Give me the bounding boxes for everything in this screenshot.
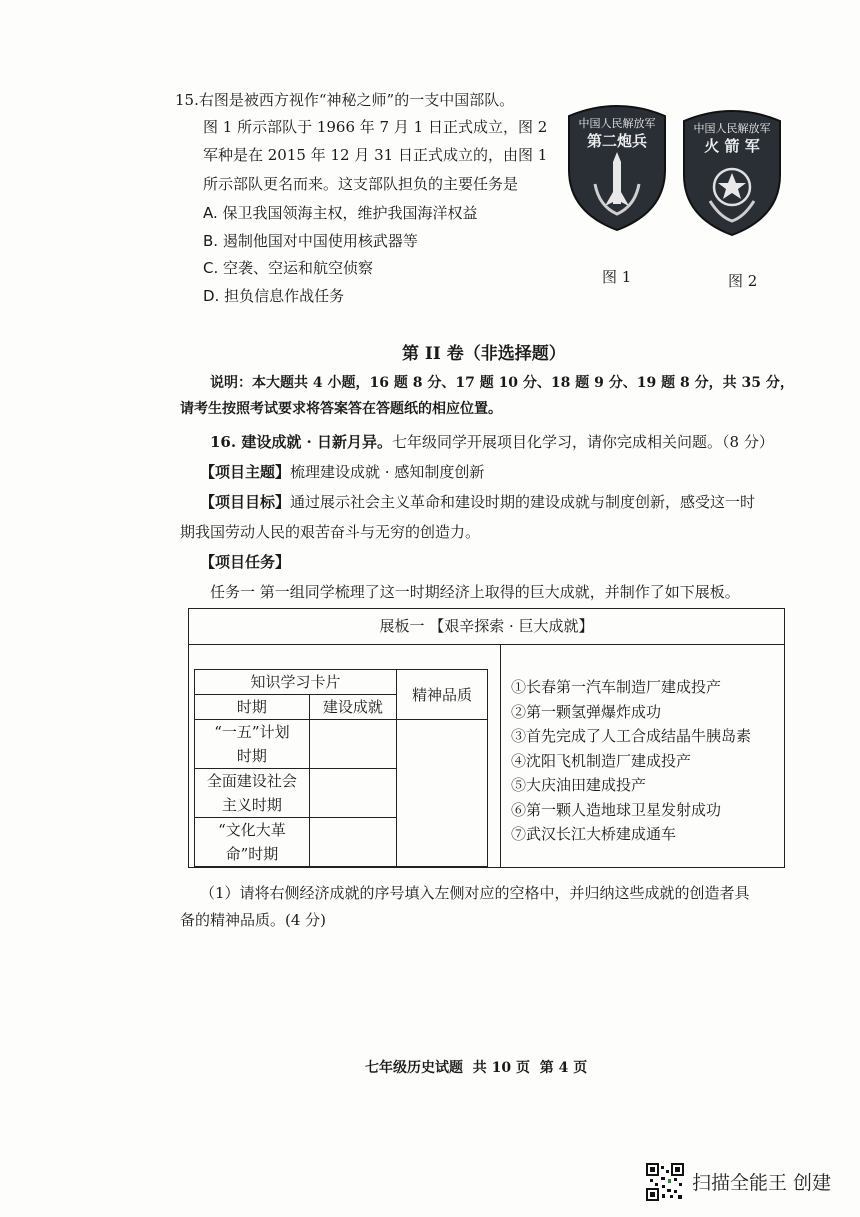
section-note-1: 说明：本大题共 4 小题，16 题 8 分、17 题 10 分、18 题 9 分、19 题 8 分，共 35 分， — [210, 375, 794, 391]
q15-option-b: B. 遏制他国对中国使用核武器等 — [203, 232, 418, 250]
header-spirit: 精神品质 — [397, 670, 488, 720]
spirit-blank[interactable] — [397, 720, 488, 867]
period-cell-2 — [195, 769, 310, 818]
achievement-item: ①长春第一汽车制造厂建成投产 — [511, 678, 722, 696]
header-period: 时期 — [195, 695, 310, 720]
period-1-line-1: “一五”计划 — [214, 723, 290, 741]
badge2-top-text: 中国人民解放军 — [693, 122, 771, 135]
q15-option-c: C. 空袭、空运和航空侦察 — [203, 259, 374, 277]
page-footer: 七年级历史试题 共 10 页 第 4 页 — [365, 1060, 588, 1076]
q16-goal-text-1: 通过展示社会主义革命和建设时期的建设成就与制度创新，感受这一时 — [290, 493, 756, 511]
badge2-main-text: 火 箭 军 — [704, 137, 760, 155]
board-divider — [500, 645, 501, 867]
q16-header-text: 七年级同学开展项目化学习，请你完成相关问题。（8 分） — [392, 433, 774, 451]
q16-sub1-line-1: （1）请将右侧经济成就的序号填入左侧对应的空格中，并归纳这些成就的创造者具 — [200, 884, 750, 902]
badge2-caption: 图 2 — [728, 272, 758, 290]
period-cell-3 — [195, 818, 310, 867]
q15-line-3: 军种是在 2015 年 12 月 31 日正式成立的，由图 1 — [203, 146, 548, 164]
q15-line-4: 所示部队更名而来。这支部队担负的主要任务是 — [203, 175, 519, 193]
badge-rocket-force — [680, 105, 784, 237]
q16-task1: 任务一 第一组同学梳理了这一时期经济上取得的巨大成就，并制作了如下展板。 — [210, 583, 740, 601]
achievement-list — [511, 675, 751, 847]
q15-line-2: 图 1 所示部队于 1966 年 7 月 1 日正式成立，图 2 — [203, 118, 548, 136]
section-title: 第 II 卷（非选择题） — [402, 344, 566, 364]
card-title: 知识学习卡片 — [195, 670, 397, 695]
achievement-item: ⑦武汉长江大桥建成通车 — [511, 825, 677, 843]
badge1-main-text: 第二炮兵 — [586, 132, 648, 150]
period-3-line-1: “文化大革 — [218, 821, 286, 839]
achievement-item: ③首先完成了人工合成结晶牛胰岛素 — [511, 727, 752, 745]
period-2-line-2: 主义时期 — [221, 796, 282, 814]
qr-code-icon — [646, 1163, 684, 1201]
q16-task-label: 【项目任务】 — [200, 553, 291, 571]
q16-sub1-line-2: 备的精神品质。(4 分) — [180, 911, 327, 929]
q15-option-a: A. 保卫我国领海主权，维护我国海洋权益 — [203, 204, 478, 222]
achievement-blank-1[interactable] — [309, 720, 396, 769]
period-1-line-2: 时期 — [236, 747, 267, 765]
section-note-2: 请考生按照考试要求将答案答在答题纸的相应位置。 — [180, 401, 502, 417]
watermark-text: 扫描全能王 创建 — [692, 1172, 832, 1194]
period-cell-1 — [195, 720, 310, 769]
achievement-item: ⑥第一颗人造地球卫星发射成功 — [511, 800, 722, 819]
exhibition-board — [188, 608, 785, 868]
q15-line-1: 15.右图是被西方视作“神秘之师”的一支中国部队。 — [175, 91, 515, 109]
q16-header-title: 16. 建设成就 · 日新月异。 — [210, 433, 392, 451]
board-title: 展板一 【艰辛探索 · 巨大成就】 — [189, 609, 784, 645]
q16-header — [210, 432, 774, 452]
achievement-blank-2[interactable] — [309, 769, 396, 818]
badge1-caption: 图 1 — [602, 268, 632, 286]
achievement-item: ②第一颗氢弹爆炸成功 — [511, 702, 662, 721]
achievement-blank-3[interactable] — [309, 818, 396, 867]
q16-theme — [200, 462, 484, 482]
q16-theme-label: 【项目主题】 — [200, 463, 291, 481]
q16-theme-text: 梳理建设成就 · 感知制度创新 — [290, 463, 485, 481]
achievement-item: ④沈阳飞机制造厂建成投产 — [511, 751, 692, 770]
header-achievement: 建设成就 — [309, 695, 396, 720]
achievement-item: ⑤大庆油田建成投产 — [511, 776, 647, 794]
q16-goal-label: 【项目目标】 — [200, 493, 291, 511]
badge-second-artillery — [565, 100, 669, 232]
period-2-line-1: 全面建设社会 — [206, 772, 297, 790]
q16-goal — [200, 492, 755, 512]
period-3-line-2: 命”时期 — [225, 845, 279, 863]
badge1-top-text: 中国人民解放军 — [578, 117, 656, 130]
q15-option-d: D. 担负信息作战任务 — [203, 287, 345, 305]
knowledge-card-table — [194, 669, 488, 867]
q16-goal-text-2: 期我国劳动人民的艰苦奋斗与无穷的创造力。 — [180, 523, 481, 541]
